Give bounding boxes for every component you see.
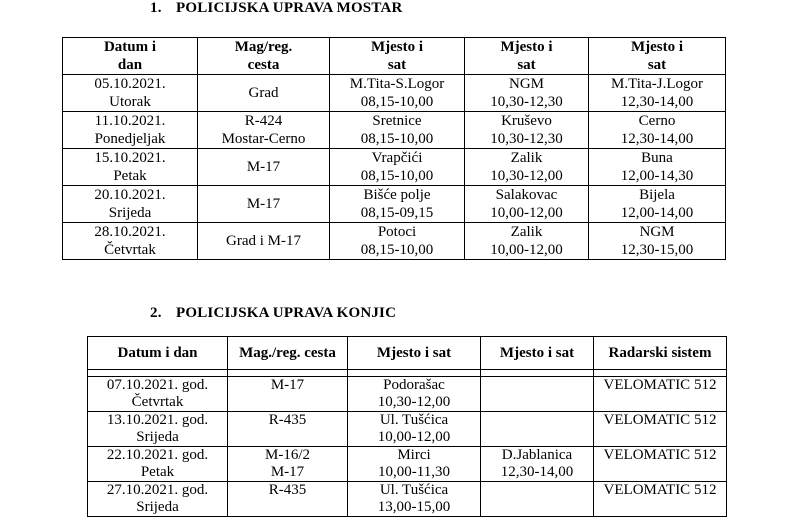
road-cell: M-17 xyxy=(198,149,330,186)
radar-system-cell: VELOMATIC 512 xyxy=(594,412,727,447)
place-time-cell-1: Ul. Tušćica 13,00-15,00 xyxy=(348,482,481,517)
place-time-cell-1: Potoci 08,15-10,00 xyxy=(330,223,465,260)
header-date-day: Datum i dan xyxy=(63,38,198,75)
radar-system-cell: VELOMATIC 512 xyxy=(594,377,727,412)
road-cell: M-17 xyxy=(198,186,330,223)
date-day-cell: 28.10.2021. Četvrtak xyxy=(63,223,198,260)
place-time-cell-3: Buna 12,00-14,30 xyxy=(589,149,726,186)
table-row xyxy=(63,112,726,149)
road-cell: Grad i M-17 xyxy=(198,223,330,260)
date-day-cell: 07.10.2021. god. Četvrtak xyxy=(88,377,228,412)
place-time-cell-3: M.Tita-J.Logor 12,30-14,00 xyxy=(589,75,726,112)
place-time-cell-1: Podorašac 10,30-12,00 xyxy=(348,377,481,412)
place-time-cell-1: M.Tita-S.Logor 08,15-10,00 xyxy=(330,75,465,112)
table-row xyxy=(88,447,727,482)
date-day-cell: 22.10.2021. god. Petak xyxy=(88,447,228,482)
header-road: Mag/reg. cesta xyxy=(198,38,330,75)
date-day-cell: 15.10.2021. Petak xyxy=(63,149,198,186)
place-time-cell-3: Bijela 12,00-14,00 xyxy=(589,186,726,223)
header-place-time-3: Mjesto i sat xyxy=(589,38,726,75)
section-1-number: 1. xyxy=(150,0,162,16)
place-time-cell-1: Ul. Tušćica 10,00-12,00 xyxy=(348,412,481,447)
mostar-schedule-table xyxy=(62,37,726,260)
header-place-time-1: Mjesto i sat xyxy=(348,337,481,370)
radar-system-cell: VELOMATIC 512 xyxy=(594,447,727,482)
table-row xyxy=(88,377,727,412)
header-road: Mag./reg. cesta xyxy=(228,337,348,370)
date-day-cell: 20.10.2021. Srijeda xyxy=(63,186,198,223)
table-row xyxy=(63,223,726,260)
place-time-cell-2: Zalik 10,30-12,00 xyxy=(465,149,589,186)
date-day-cell: 11.10.2021. Ponedjeljak xyxy=(63,112,198,149)
table-row xyxy=(88,482,727,517)
date-day-cell: 27.10.2021. god. Srijeda xyxy=(88,482,228,517)
date-day-cell: 13.10.2021. god. Srijeda xyxy=(88,412,228,447)
road-cell: Grad xyxy=(198,75,330,112)
place-time-cell-2: Kruševo 10,30-12,30 xyxy=(465,112,589,149)
place-time-cell-3: NGM 12,30-15,00 xyxy=(589,223,726,260)
place-time-cell-3: Cerno 12,30-14,00 xyxy=(589,112,726,149)
konjic-schedule-table xyxy=(87,336,727,517)
road-cell: R-435 xyxy=(228,482,348,517)
header-place-time-1: Mjesto i sat xyxy=(330,38,465,75)
road-cell: M-16/2 M-17 xyxy=(228,447,348,482)
section-2-number: 2. xyxy=(150,305,162,321)
table-header-row xyxy=(88,337,727,370)
place-time-cell-1: Bišće polje 08,15-09,15 xyxy=(330,186,465,223)
table-row xyxy=(63,75,726,112)
place-time-cell-2: D.Jablanica 12,30-14,00 xyxy=(481,447,594,482)
radar-system-cell: VELOMATIC 512 xyxy=(594,482,727,517)
place-time-cell-1: Sretnice 08,15-10,00 xyxy=(330,112,465,149)
header-place-time-2: Mjesto i sat xyxy=(465,38,589,75)
place-time-cell-1: Mirci 10,00-11,30 xyxy=(348,447,481,482)
road-cell: R-424 Mostar-Cerno xyxy=(198,112,330,149)
section-1-heading xyxy=(150,0,403,17)
date-day-cell: 05.10.2021. Utorak xyxy=(63,75,198,112)
place-time-cell-2 xyxy=(481,412,594,447)
header-place-time-2: Mjesto i sat xyxy=(481,337,594,370)
place-time-cell-2: NGM 10,30-12,30 xyxy=(465,75,589,112)
table-header-row xyxy=(63,38,726,75)
section-1-title: POLICIJSKA UPRAVA MOSTAR xyxy=(176,0,403,16)
section-2-heading xyxy=(150,305,396,322)
road-cell: M-17 xyxy=(228,377,348,412)
road-cell: R-435 xyxy=(228,412,348,447)
place-time-cell-2: Salakovac 10,00-12,00 xyxy=(465,186,589,223)
table-row xyxy=(88,412,727,447)
place-time-cell-2: Zalik 10,00-12,00 xyxy=(465,223,589,260)
place-time-cell-2 xyxy=(481,377,594,412)
place-time-cell-2 xyxy=(481,482,594,517)
header-spacer-row xyxy=(88,370,727,377)
table-row xyxy=(63,186,726,223)
header-radar-system: Radarski sistem xyxy=(594,337,727,370)
place-time-cell-1: Vrapčići 08,15-10,00 xyxy=(330,149,465,186)
header-date-day: Datum i dan xyxy=(88,337,228,370)
section-2-title: POLICIJSKA UPRAVA KONJIC xyxy=(176,305,397,321)
table-row xyxy=(63,149,726,186)
